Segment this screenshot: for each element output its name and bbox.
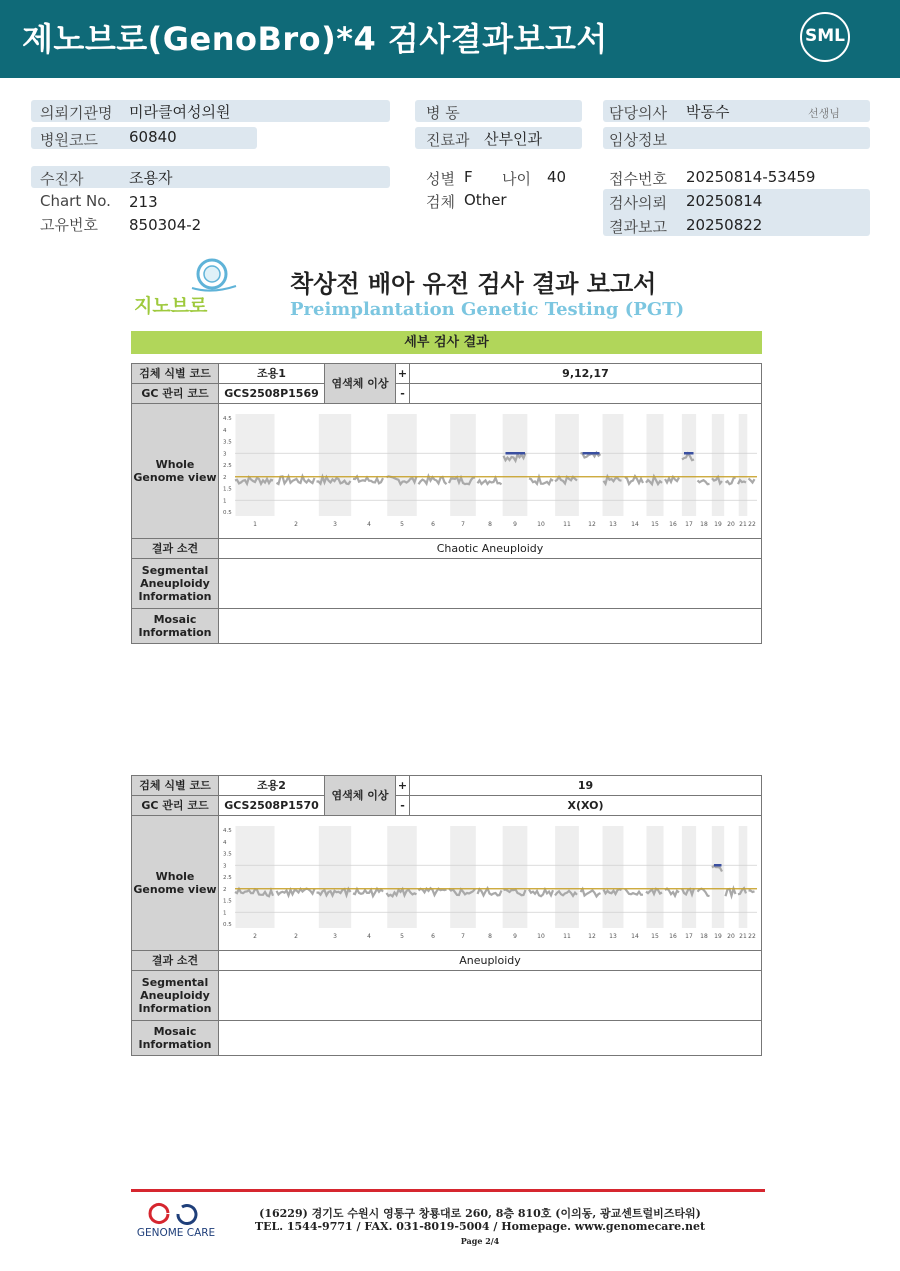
- x-tick-label: 14: [631, 521, 639, 528]
- x-tick-label: 2: [294, 933, 298, 940]
- segmental-value: [218, 558, 762, 609]
- y-tick-label: 1: [223, 498, 227, 505]
- gc-code-label: GC 관리 코드: [131, 795, 219, 816]
- mosaic-label: Mosaic Information: [131, 1020, 219, 1056]
- x-tick-label: 1: [253, 521, 257, 528]
- x-tick-label: 9: [513, 521, 517, 528]
- copy-number-trace: [581, 889, 601, 896]
- footer-contact: TEL. 1544-9771 / FAX. 031-8019-5004 / Homepage. www.genomecare.net: [254, 1220, 706, 1233]
- chromosome-band: [236, 826, 275, 928]
- requester-label: 의뢰기관명: [40, 104, 113, 122]
- y-tick-label: 2: [223, 886, 227, 893]
- copy-number-trace: [726, 889, 736, 897]
- sample-block-2: [131, 775, 762, 1056]
- sex-value: F: [464, 168, 473, 186]
- x-tick-label: 15: [651, 933, 659, 940]
- x-tick-label: 22: [748, 521, 756, 528]
- x-tick-label: 2: [253, 933, 257, 940]
- y-tick-label: 3: [223, 451, 227, 458]
- chromosome-band: [739, 826, 748, 928]
- sample-code-label: 검체 식별 코드: [131, 363, 219, 384]
- sample-block-1: [131, 363, 762, 644]
- gain-sign: +: [395, 363, 410, 384]
- x-tick-label: 18: [700, 521, 708, 528]
- chromosome-band: [603, 414, 624, 516]
- copy-number-trace: [277, 476, 315, 484]
- mosaic-label: Mosaic Information: [131, 608, 219, 644]
- x-tick-label: 16: [669, 933, 677, 940]
- copy-number-trace: [749, 890, 755, 892]
- copy-number-trace: [478, 478, 502, 485]
- gain-chromosomes: 9,12,17: [409, 363, 762, 384]
- chromosome-abnormality-label: 염색체 이상: [324, 775, 396, 816]
- id-label: 고유번호: [40, 216, 98, 234]
- report-date-value: 20250822: [686, 216, 763, 234]
- segmental-label: Segmental Aneuploidy Information: [131, 558, 219, 609]
- x-tick-label: 2: [294, 521, 298, 528]
- chromosome-band: [319, 414, 351, 516]
- report-subtitle: Preimplantation Genetic Testing (PGT): [290, 299, 685, 320]
- gc-code-value: GCS2508P1570: [218, 795, 325, 816]
- loss-sign: -: [395, 795, 410, 816]
- genobro-logo-text: 지노브로: [134, 295, 208, 317]
- info-bar: [31, 166, 390, 188]
- sample-code-value: 조용1: [218, 363, 325, 384]
- chromosome-band: [603, 826, 624, 928]
- whole-genome-chart: [219, 816, 761, 950]
- footer-divider: [131, 1189, 765, 1192]
- copy-number-trace: [698, 480, 710, 484]
- mosaic-value: [218, 1020, 762, 1056]
- receipt-label: 접수번호: [609, 170, 667, 188]
- x-tick-label: 3: [333, 521, 337, 528]
- x-tick-label: 5: [400, 521, 404, 528]
- whole-genome-plot: [218, 403, 762, 539]
- x-tick-label: 4: [367, 933, 371, 940]
- y-tick-label: 4: [223, 427, 227, 434]
- segmental-label: Segmental Aneuploidy Information: [131, 970, 219, 1021]
- y-tick-label: 4.5: [223, 828, 232, 834]
- x-tick-label: 10: [537, 521, 545, 528]
- segmental-value: [218, 970, 762, 1021]
- hospital-code-label: 병원코드: [40, 131, 98, 149]
- y-tick-label: 3.5: [223, 851, 232, 858]
- receipt-value: 20250814-53459: [686, 168, 816, 186]
- clinical-label: 임상정보: [609, 131, 667, 149]
- chromosome-band: [646, 414, 663, 516]
- x-tick-label: 4: [367, 521, 371, 528]
- y-tick-label: 1: [223, 910, 227, 917]
- copy-number-trace: [665, 889, 679, 896]
- result-label: 결과 소견: [131, 950, 219, 971]
- gc-code-label: GC 관리 코드: [131, 383, 219, 404]
- copy-number-trace: [478, 888, 502, 895]
- x-tick-label: 12: [588, 933, 596, 940]
- x-tick-label: 21: [739, 521, 747, 528]
- request-date-value: 20250814: [686, 192, 763, 210]
- loss-chromosomes: X(XO): [409, 795, 762, 816]
- mosaic-value: [218, 608, 762, 644]
- x-tick-label: 8: [488, 521, 492, 528]
- x-tick-label: 20: [727, 933, 735, 940]
- chromosome-band: [555, 414, 579, 516]
- y-tick-label: 4.5: [223, 416, 232, 422]
- y-tick-label: 2.5: [223, 875, 232, 881]
- copy-number-trace: [277, 889, 315, 896]
- department-value: 산부인과: [484, 130, 542, 148]
- chromosome-band: [450, 826, 476, 928]
- copy-number-trace: [353, 889, 383, 896]
- chart-value: 213: [129, 193, 158, 211]
- x-tick-label: 17: [685, 521, 693, 528]
- copy-number-trace: [698, 889, 710, 896]
- request-date-label: 검사의뢰: [609, 194, 667, 212]
- result-value: Chaotic Aneuploidy: [218, 538, 762, 559]
- y-tick-label: 3.5: [223, 439, 232, 446]
- age-value: 40: [547, 168, 567, 186]
- sample-code-value: 조용2: [218, 775, 325, 796]
- x-tick-label: 6: [431, 521, 435, 528]
- genobro-logo: [132, 256, 244, 320]
- report-date-label: 결과보고: [609, 218, 667, 236]
- x-tick-label: 8: [488, 933, 492, 940]
- whole-genome-label: Whole Genome view: [131, 403, 219, 539]
- examinee-label: 수진자: [40, 170, 84, 188]
- x-tick-label: 20: [727, 521, 735, 528]
- gain-chromosomes: 19: [409, 775, 762, 796]
- footer-address: (16229) 경기도 수원시 영통구 창룡대로 260, 8층 810호 (이의동, 광교센트럴비즈타워): [259, 1207, 701, 1220]
- x-tick-label: 17: [685, 933, 693, 940]
- ward-label: 병 동: [426, 104, 460, 122]
- x-tick-label: 18: [700, 933, 708, 940]
- genome-care-logo-text: GENOME CARE: [136, 1227, 216, 1239]
- chromosome-band: [387, 826, 416, 928]
- chromosome-band: [646, 826, 663, 928]
- x-tick-label: 16: [669, 521, 677, 528]
- gain-sign: +: [395, 775, 410, 796]
- page-title: 제노브로(GenoBro)*4 검사결과보고서: [22, 20, 608, 58]
- report-title: 착상전 배아 유전 검사 결과 보고서: [290, 270, 657, 298]
- y-tick-label: 1.5: [223, 486, 232, 493]
- doctor-value: 박동수: [686, 103, 730, 121]
- copy-number-trace: [353, 477, 383, 484]
- whole-genome-chart: [219, 404, 761, 538]
- y-tick-label: 0.5: [223, 922, 232, 928]
- chromosome-band: [503, 414, 528, 516]
- gc-code-value: GCS2508P1569: [218, 383, 325, 404]
- x-tick-label: 14: [631, 933, 639, 940]
- department-label: 진료과: [426, 131, 470, 149]
- result-label: 결과 소견: [131, 538, 219, 559]
- examinee-value: 조용자: [129, 169, 173, 187]
- x-tick-label: 11: [563, 521, 571, 528]
- loss-chromosomes: [409, 383, 762, 404]
- x-tick-label: 22: [748, 933, 756, 940]
- x-tick-label: 21: [739, 933, 747, 940]
- chromosome-band: [555, 826, 579, 928]
- copy-number-trace: [529, 477, 553, 484]
- loss-sign: -: [395, 383, 410, 404]
- specimen-value: Other: [464, 191, 507, 209]
- y-tick-label: 3: [223, 863, 227, 870]
- chromosome-band: [319, 826, 351, 928]
- chromosome-band: [712, 414, 724, 516]
- section-title: 세부 검사 결과: [131, 331, 762, 354]
- footer-page: Page 2/4: [460, 1236, 500, 1246]
- y-tick-label: 1.5: [223, 898, 232, 905]
- chromosome-band: [712, 826, 724, 928]
- result-value: Aneuploidy: [218, 950, 762, 971]
- hospital-code-value: 60840: [129, 128, 177, 146]
- chromosome-band: [739, 414, 748, 516]
- copy-number-trace: [625, 476, 643, 484]
- doctor-label: 담당의사: [609, 104, 667, 122]
- x-tick-label: 6: [431, 933, 435, 940]
- x-tick-label: 15: [651, 521, 659, 528]
- copy-number-trace: [749, 478, 755, 482]
- copy-number-trace: [419, 476, 447, 484]
- whole-genome-label: Whole Genome view: [131, 815, 219, 951]
- y-tick-label: 4: [223, 839, 227, 846]
- copy-number-trace: [529, 890, 553, 897]
- x-tick-label: 7: [461, 933, 465, 940]
- doctor-suffix: 선생님: [808, 107, 840, 120]
- x-tick-label: 19: [714, 933, 722, 940]
- copy-number-trace: [625, 889, 643, 895]
- age-label: 나이: [502, 170, 531, 188]
- y-tick-label: 2: [223, 474, 227, 481]
- copy-number-trace: [726, 477, 736, 484]
- x-tick-label: 5: [400, 933, 404, 940]
- chromosome-band: [236, 414, 275, 516]
- y-tick-label: 2.5: [223, 463, 232, 469]
- chromosome-band: [387, 414, 416, 516]
- x-tick-label: 11: [563, 933, 571, 940]
- copy-number-trace: [665, 477, 679, 483]
- whole-genome-plot: [218, 815, 762, 951]
- x-tick-label: 12: [588, 521, 596, 528]
- chromosome-band: [450, 414, 476, 516]
- chromosome-band: [682, 414, 696, 516]
- x-tick-label: 13: [609, 521, 617, 528]
- chromosome-abnormality-label: 염색체 이상: [324, 363, 396, 404]
- requester-value: 미라클여성의원: [129, 103, 231, 121]
- sample-code-label: 검체 식별 코드: [131, 775, 219, 796]
- sml-logo: [800, 12, 850, 62]
- x-tick-label: 13: [609, 933, 617, 940]
- sex-label: 성별: [426, 170, 455, 188]
- y-tick-label: 0.5: [223, 510, 232, 516]
- report-header: [0, 0, 900, 78]
- x-tick-label: 3: [333, 933, 337, 940]
- sml-logo-text: SML: [805, 26, 845, 46]
- genome-care-logo: [128, 1198, 224, 1242]
- chromosome-band: [682, 826, 696, 928]
- chart-label: Chart No.: [40, 192, 111, 210]
- x-tick-label: 9: [513, 933, 517, 940]
- id-value: 850304-2: [129, 216, 202, 234]
- x-tick-label: 10: [537, 933, 545, 940]
- chromosome-band: [503, 826, 528, 928]
- x-tick-label: 19: [714, 521, 722, 528]
- x-tick-label: 7: [461, 521, 465, 528]
- specimen-label: 검체: [426, 193, 455, 211]
